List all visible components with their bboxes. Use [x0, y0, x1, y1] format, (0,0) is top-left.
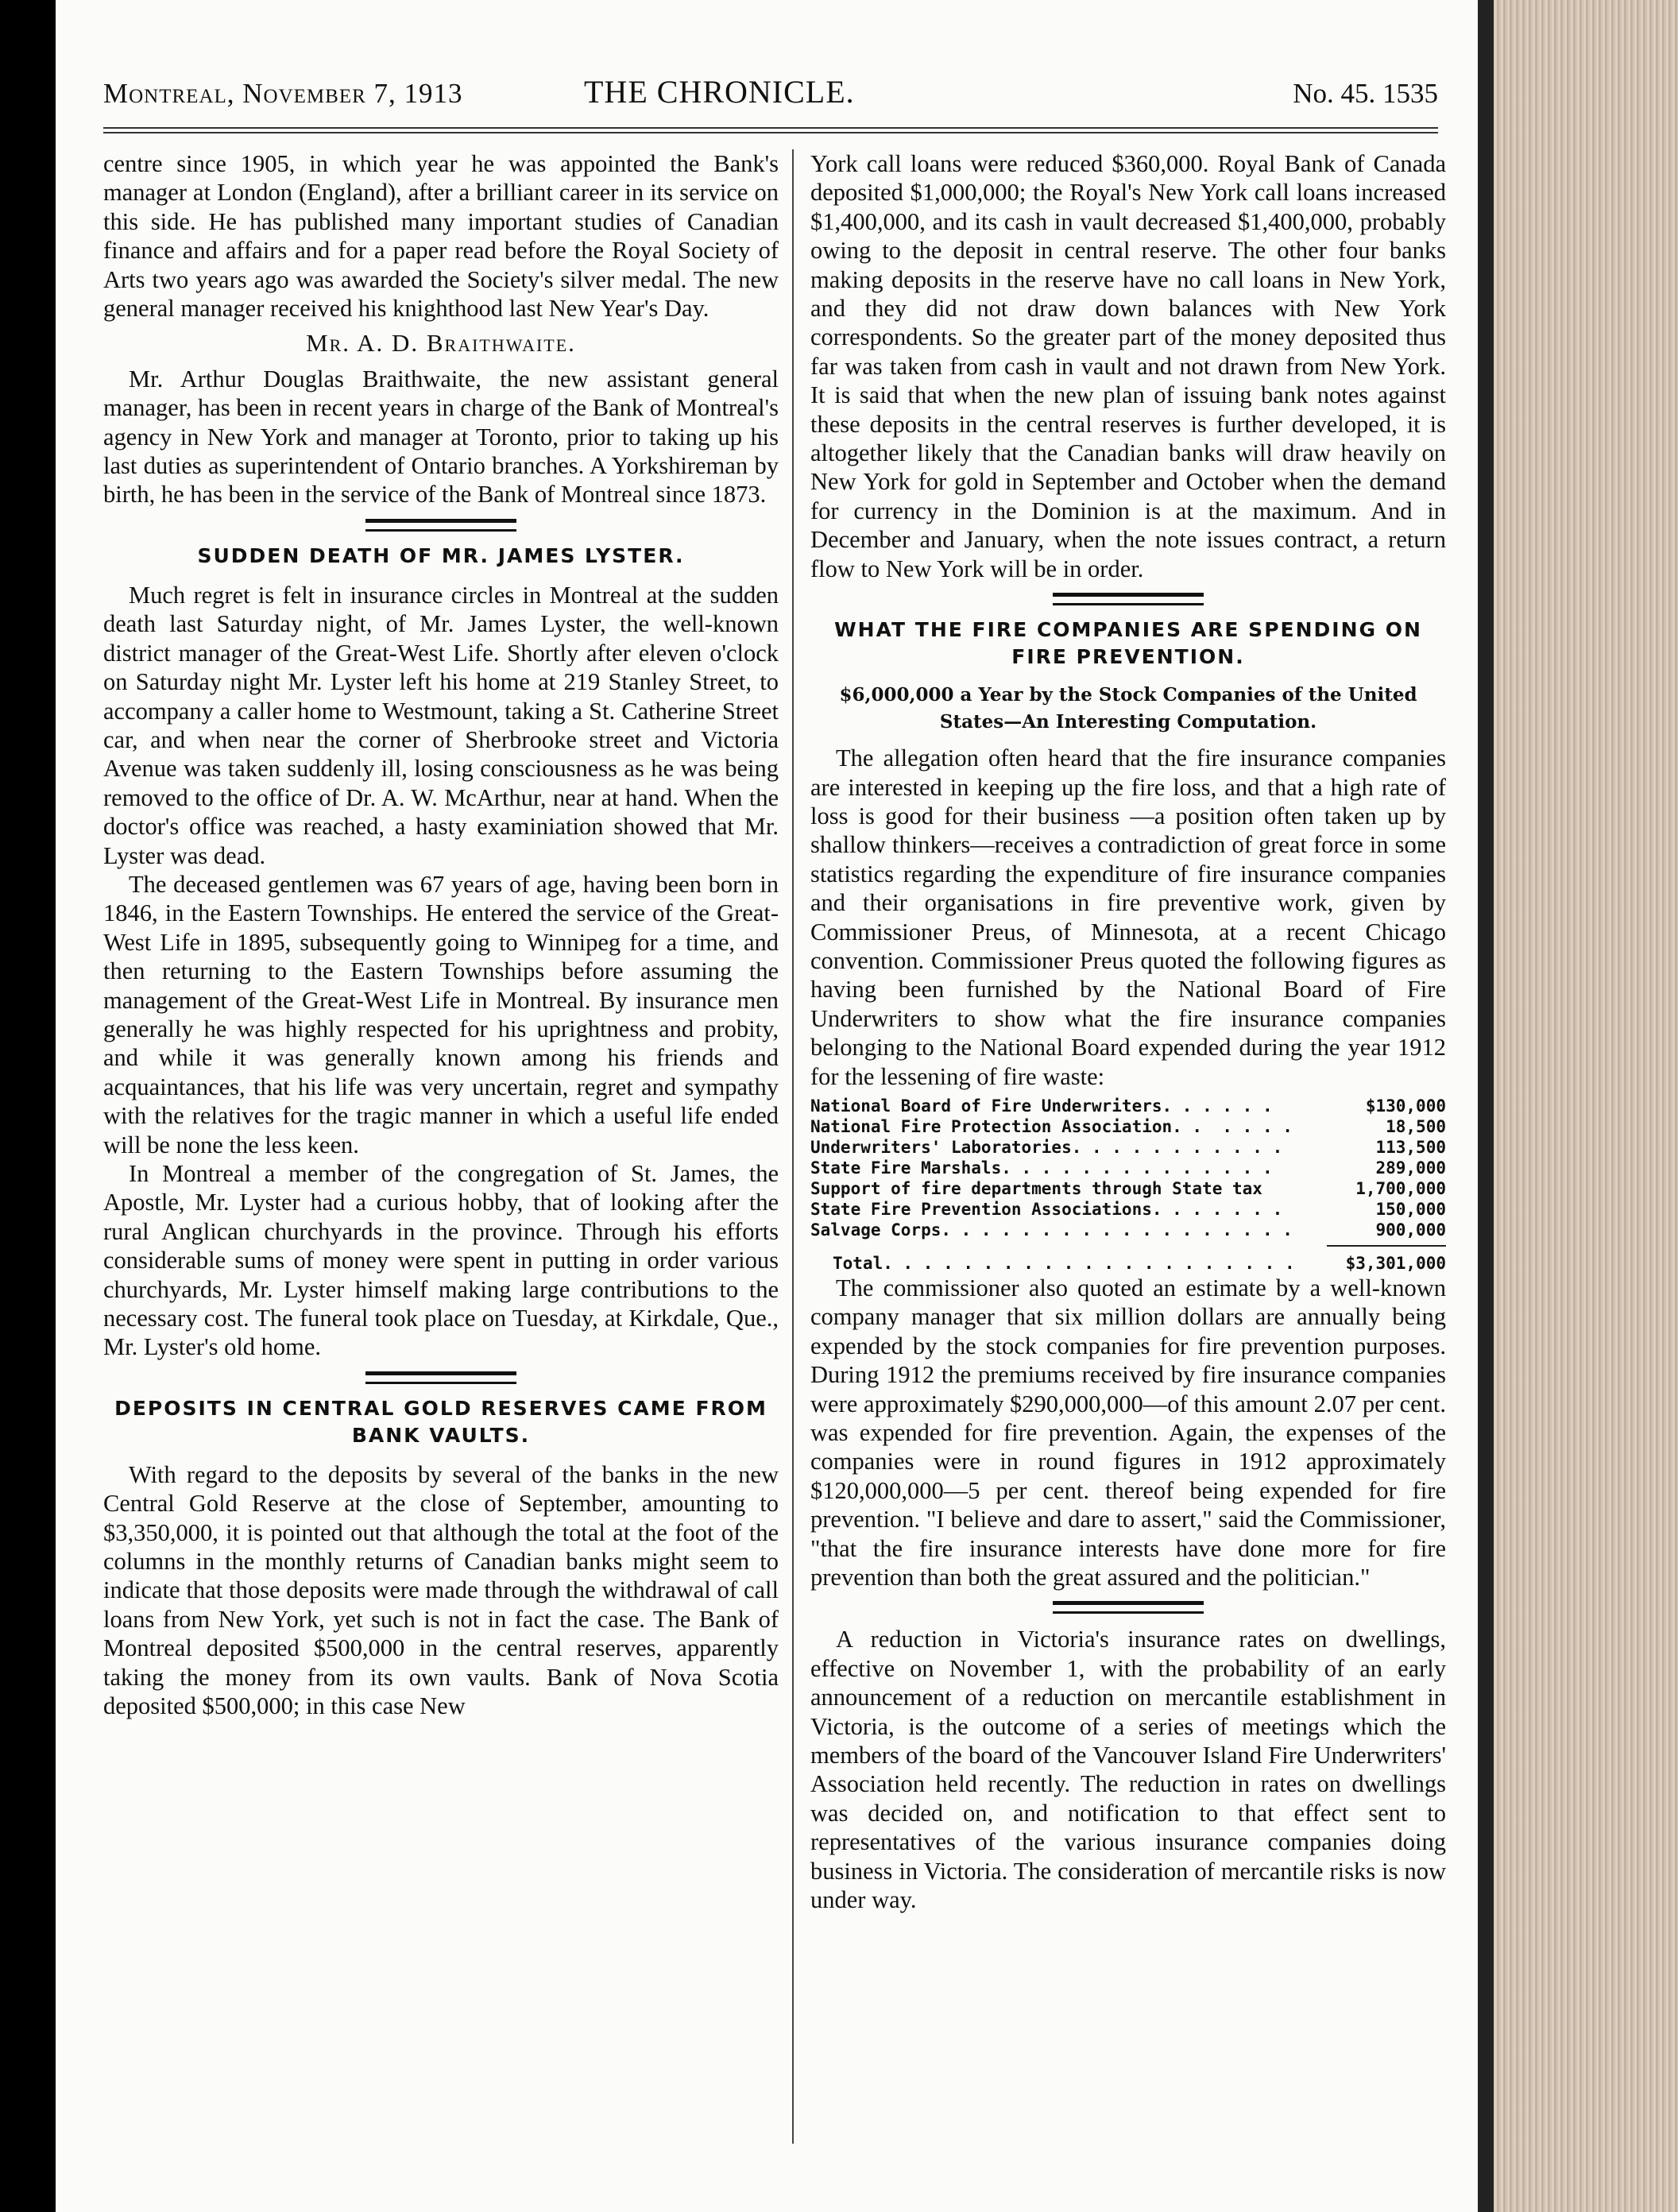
running-header [103, 70, 1438, 118]
left-column [103, 149, 779, 2152]
table-row-value: 1,700,000 [1355, 1178, 1446, 1198]
table-row-label: Salvage Corps. . . . . . . . . . . . . . . . . . [810, 1220, 1293, 1239]
fire-paragraph: The allegation often heard that the fire insurance companies are interested in keeping up the fire loss, and that a high rate of loss is good for their business —a position often taken up by shallow thinkers—receives a contradiction of great force in some statistics regarding the expenditure of fire insurance companies and their organisations in fire preventive work, given by Commissioner Preus, of Minnesota, at a recent Chicago convention. Commissioner Preus quoted the following figures as having been furnished by the National Board of Fire Underwriters to show what the fire insurance companies belonging to the National Board expended during the year 1912 for the lessening of fire waste: [810, 744, 1446, 1090]
lyster-paragraph-1: Much regret is felt in insurance circles in Montreal at the sudden death last Saturday night, of Mr. James Lyster, the well-known district manager of the Great-West Life. Shortly after eleven o'clock on Saturday night Mr. Lyster left his home at 219 Stanley Street, to accompany a caller home to Westmount, taking a St. Catherine Street car, and when near the corner of Sherbrooke street and Victoria Avenue was taken suddenly ill, losing consciousness as he was being removed to the office of Dr. A. W. McArthur, near at hand. When the doctor's office was reached, a hasty examiniation showed that Mr. Lyster was dead. [103, 581, 779, 869]
victoria-paragraph: A reduction in Victoria's insurance rates on dwellings, effective on November 1, with the probability of an early announcement of a reduction on mercantile establishment in Victoria, is the outcome of a series of meetings which the members of the board of the Vancouver Island Fire Underwriters' Association held recently. The reduction in rates on dwellings was decided on, and notification to that effect sent to representatives of the various insurance companies doing business in Victoria. The consideration of mercantile risks is now under way. [810, 1626, 1446, 1914]
column-divider [792, 149, 794, 2144]
right-column [810, 149, 1446, 2152]
book-spine-edge [1494, 0, 1678, 2212]
table-row [810, 1158, 1446, 1178]
deposits-article-heading: DEPOSITS IN CENTRAL GOLD RESERVES CAME FROM BANK VAULTS. [114, 1396, 767, 1447]
table-row [810, 1199, 1446, 1220]
table-row-value: $130,000 [1365, 1096, 1446, 1116]
total-label: Total. . . . . . . . . . . . . . . . . . . . . [833, 1253, 1295, 1273]
braithwaite-paragraph: Mr. Arthur Douglas Braithwaite, the new assistant general manager, has been in recent years in charge of the Bank of Montreal's agency in New York and manager at Toronto, prior to taking up his last duties as superintendent of Ontario branches. A Yorkshireman by birth, he has been in the service of the Bank of Montreal since 1873. [103, 365, 779, 509]
table-row-label: National Board of Fire Underwriters. . . . . . [810, 1096, 1273, 1116]
lyster-article-heading: SUDDEN DEATH OF MR. JAMES LYSTER. [197, 543, 685, 567]
table-row [810, 1137, 1446, 1158]
lyster-paragraph-3: In Montreal a member of the congregation of St. James, the Apostle, Mr. Lyster had a curious hobby, that of looking after the rural Anglican churchyards in the province. Through his efforts considerable sums of money were spent in putting in order various churchyards, Mr. Lyster himself making large contributions to the necessary cost. The funeral took place on Tuesday, at Kirkdale, Que., Mr. Lyster's old home. [103, 1160, 779, 1361]
table-row-value: 900,000 [1375, 1220, 1446, 1239]
table-row [810, 1116, 1446, 1137]
estimate-paragraph: The commissioner also quoted an estimate by a well-known company manager that six million dollars are annually being expended by the stock companies for fire prevention purposes. During 1912 the premiums received by fire insurance companies were approximately $290,000,000—of this amount 2.07 per cent. was expended for fire prevention. Again, the expenses of the companies were in round figures in 1912 approximately $120,000,000—5 per cent. thereof being expended for fire prevention. "I believe and dare to assert," said the Commissioner, "that the fire insurance interests have done more for fire prevention than both the great assured and the politician." [810, 1274, 1446, 1591]
lyster-paragraph-2: The deceased gentlemen was 67 years of age, having been born in 1846, in the Eastern Townships. He entered the service of the Great-West Life in 1895, subsequently going to Winnipeg for a time, and then returning to the Eastern Townships before assuming the management of the Great-West Life in Montreal. By insurance men generally he was highly respected for his uprightness and probity, and while it was generally known among his friends and acquaintances, that his life was very uncertain, regret and sympathy with the relatives for the tragic manner in which a useful life ended will be none the less keen. [103, 870, 779, 1158]
newspaper-page [56, 0, 1478, 2212]
braithwaite-subheading: Mr. A. D. Braithwaite. [306, 329, 576, 358]
table-total-row [833, 1253, 1446, 1274]
fire-article-subheading: $6,000,000 a Year by the Stock Companies of the United States—An Interesting Computation. [839, 684, 1417, 733]
table-row-label: National Fire Protection Association. . . . . . [810, 1116, 1293, 1136]
table-row [810, 1220, 1446, 1240]
deposits-continuation: York call loans were reduced $360,000. Royal Bank of Canada deposited $1,000,000; the Royal's New York call loans increased $1,400,000, and its cash in vault decreased $1,400,000, probably owing to the deposit in central reserve. The other four banks making deposits in the reserve have no call loans in New York, and they did not draw down balances with New York correspondents. So the greater part of the money deposited thus far was taken from cash in vault and not drawn from New York. It is said that when the new plan of issuing bank notes against these deposits in the central reserves is further developed, it is altogether likely that the Canadian banks will draw heavily on New York for gold in September and October when the demand for currency in the Dominion is at the maximum. And in December and January, when the note issues contract, a return flow to New York will be in order. [810, 150, 1446, 582]
table-row [810, 1096, 1446, 1116]
table-row-value: 150,000 [1375, 1199, 1446, 1219]
table-row-label: State Fire Marshals. . . . . . . . . . . . . . [810, 1158, 1273, 1178]
section-divider [1053, 1601, 1204, 1614]
table-row-value: 18,500 [1386, 1116, 1446, 1136]
table-row-label: Underwriters' Laboratories. . . . . . . . . . . [810, 1137, 1283, 1157]
total-value: $3,301,000 [1345, 1253, 1446, 1273]
deposits-paragraph: With regard to the deposits by several of the banks in the new Central Gold Reserve at the close of September, amounting to $3,350,000, it is pointed out that although the total at the foot of the columns in the monthly returns of Canadian banks might seem to indicate that those deposits were made through the withdrawal of call loans from New York, yet such is not in fact the case. The Bank of Montreal deposited $500,000 in the central reserves, apparently taking the money from its own vaults. Bank of Nova Scotia deposited $500,000; in this case New [103, 1460, 779, 1720]
section-divider [365, 1371, 516, 1384]
intro-paragraph: centre since 1905, in which year he was appointed the Bank's manager at London (England), after a brilliant career in its service on this side. He has published many important studies of Canadian finance and affairs and for a paper read before the Royal Society of Arts two years ago was awarded the Society's silver medal. The new general manager received his knighthood last New Year's Day. [103, 150, 779, 323]
section-divider [1053, 593, 1204, 605]
publication-title: THE CHRONICLE. [584, 74, 855, 110]
issue-page-number: No. 45. 1535 [1293, 78, 1438, 109]
header-rule [103, 127, 1438, 133]
expenditure-table [810, 1096, 1446, 1274]
table-row-label: State Fire Prevention Associations. . . . . . . [810, 1199, 1283, 1219]
table-row-value: 113,500 [1375, 1137, 1446, 1157]
section-divider [365, 519, 516, 532]
table-row [810, 1178, 1446, 1199]
table-row-value: 289,000 [1375, 1158, 1446, 1178]
table-row-label: Support of fire departments through State tax [810, 1178, 1262, 1198]
fire-article-heading: WHAT THE FIRE COMPANIES ARE SPENDING ON FIRE PREVENTION. [834, 618, 1422, 669]
total-rule [1327, 1245, 1446, 1247]
header-date: Montreal, November 7, 1913 [103, 78, 463, 109]
